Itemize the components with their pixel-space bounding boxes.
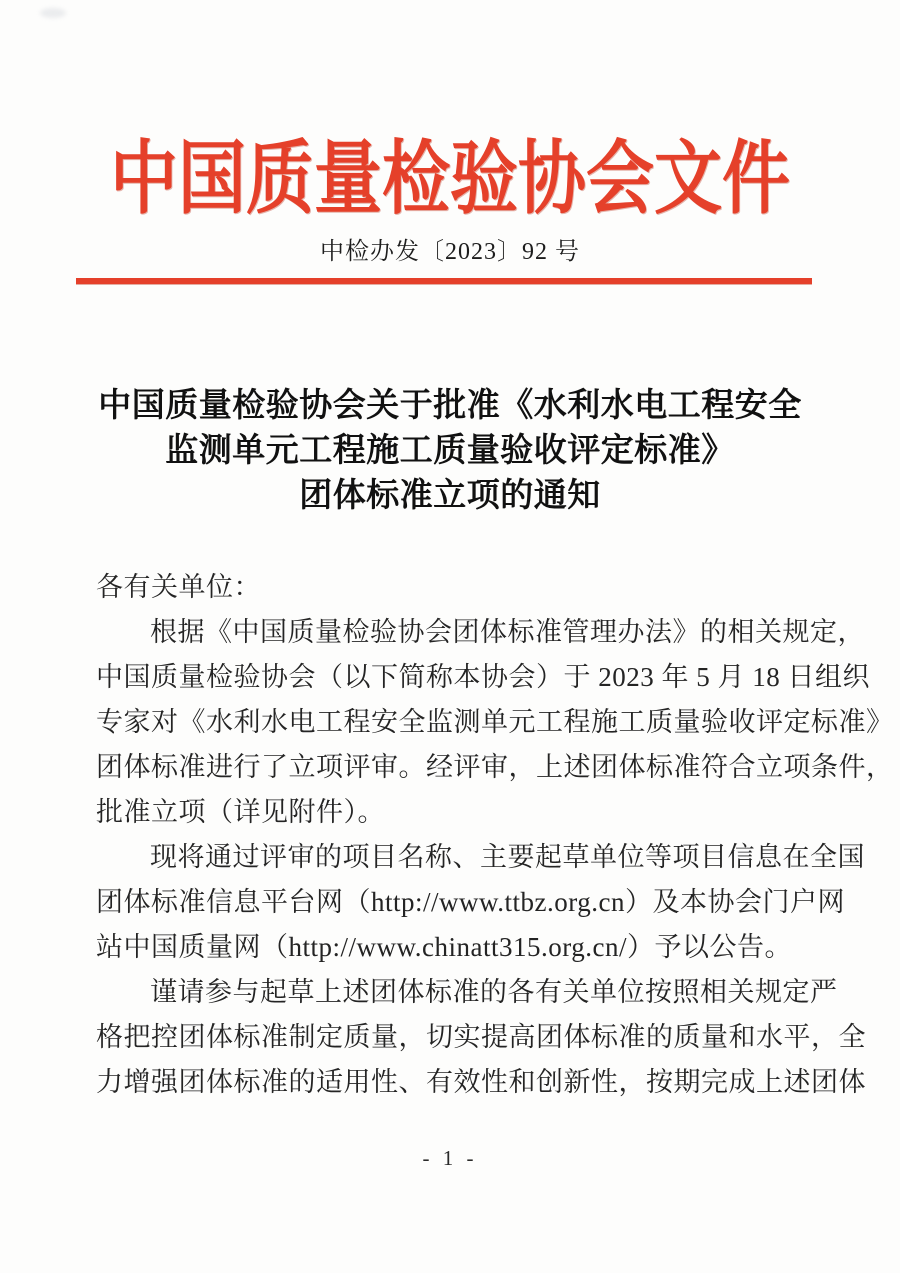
body-line: 力增强团体标准的适用性、有效性和创新性，按期完成上述团体: [96, 1067, 866, 1097]
document-title: [0, 384, 900, 519]
body-line: 站中国质量网（http://www.chinatt315.org.cn/）予以公告。: [96, 932, 792, 962]
body-line: 中国质量检验协会（以下简称本协会）于 2023 年 5 月 18 日组织: [96, 662, 870, 692]
body-line: 批准立项（详见附件）。: [96, 797, 385, 827]
body-line: 谨请参与起草上述团体标准的各有关单位按照相关规定严: [150, 977, 838, 1007]
doc-number: 中检办发〔2023〕92 号: [320, 239, 580, 265]
scan-artifact: [40, 8, 66, 18]
document-title-line-1: 中国质量检验协会关于批准《水利水电工程安全: [98, 388, 802, 424]
document-header: [0, 138, 900, 222]
body-line: 现将通过评审的项目名称、主要起草单位等项目信息在全国: [150, 842, 865, 872]
org-title: 中国质量检验协会文件: [110, 136, 790, 224]
body-line: 根据《中国质量检验协会团体标准管理办法》的相关规定，: [150, 617, 865, 647]
document-title-line-2: 监测单元工程施工质量验收评定标准》: [165, 433, 735, 469]
body-line: 专家对《水利水电工程安全监测单元工程施工质量验收评定标准》: [96, 707, 894, 737]
red-divider-line: [76, 278, 812, 284]
document-body: [96, 565, 894, 1105]
page-number: - 1 -: [422, 1146, 478, 1170]
body-line: 各有关单位：: [96, 572, 261, 602]
body-line: 格把控团体标准制定质量，切实提高团体标准的质量和水平，全: [96, 1022, 866, 1052]
body-line: 团体标准进行了立项评审。经评审，上述团体标准符合立项条件，: [96, 752, 894, 782]
body-line: 团体标准信息平台网（http://www.ttbz.org.cn）及本协会门户网: [96, 887, 845, 917]
document-title-line-3: 团体标准立项的通知: [299, 478, 601, 514]
